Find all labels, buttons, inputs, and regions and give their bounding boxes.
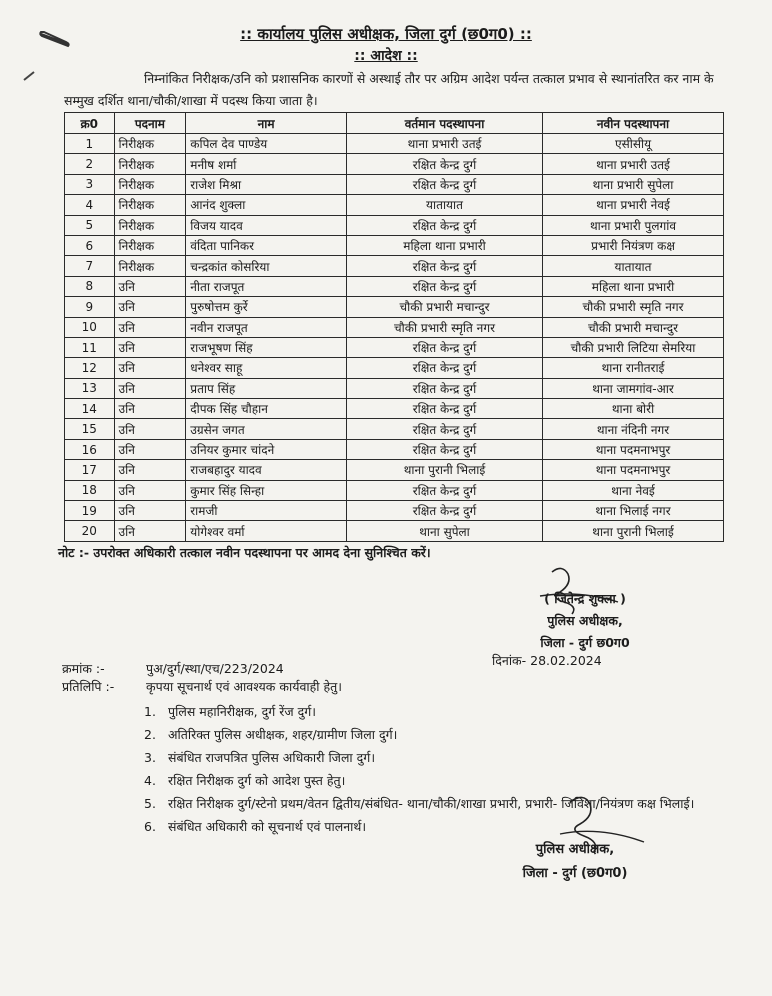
row-new-posting: चौकी प्रभारी मचान्दुर: [543, 317, 724, 337]
row-rank: उनि: [114, 480, 186, 500]
row-new-posting: थाना रानीतराई: [543, 358, 724, 378]
table-row: [65, 154, 724, 174]
signatory-2-block: [500, 838, 650, 886]
table-row: [65, 215, 724, 235]
table-row: [65, 256, 724, 276]
row-name: कपिल देव पाण्डेय: [186, 134, 347, 154]
row-sn: 6: [65, 235, 115, 255]
signatory-1-district: जिला - दुर्ग छ0ग0: [540, 635, 630, 650]
signatory-1-block: [505, 588, 665, 654]
row-new-posting: थाना नेवई: [543, 480, 724, 500]
table-row: [65, 399, 724, 419]
row-new-posting: थाना पदमनाभपुर: [543, 439, 724, 459]
row-current-posting: रक्षित केन्द्र दुर्ग: [346, 337, 542, 357]
row-current-posting: थाना प्रभारी उतई: [346, 134, 542, 154]
row-sn: 5: [65, 215, 115, 235]
row-sn: 10: [65, 317, 115, 337]
table-row: [65, 297, 724, 317]
signatory-2-district: जिला - दुर्ग (छ0ग0): [522, 866, 628, 881]
row-rank: निरीक्षक: [114, 154, 186, 174]
row-new-posting: महिला थाना प्रभारी: [543, 276, 724, 296]
row-current-posting: यातायात: [346, 195, 542, 215]
row-current-posting: रक्षित केन्द्र दुर्ग: [346, 276, 542, 296]
row-current-posting: रक्षित केन्द्र दुर्ग: [346, 439, 542, 459]
pratilipi-label: प्रतिलिपि :-: [62, 679, 115, 694]
transfer-table: [64, 112, 724, 542]
list-item-text: अतिरिक्त पुलिस अधीक्षक, शहर/ग्रामीण जिला दुर्ग।: [168, 727, 398, 742]
header-rank: पदनाम: [114, 113, 186, 134]
row-sn: 16: [65, 439, 115, 459]
row-sn: 1: [65, 134, 115, 154]
row-sn: 11: [65, 337, 115, 357]
row-rank: उनि: [114, 419, 186, 439]
row-new-posting: थाना प्रभारी नेवई: [543, 195, 724, 215]
row-name: राजभूषण सिंह: [186, 337, 347, 357]
list-item-number: 6.: [144, 819, 156, 834]
row-sn: 7: [65, 256, 115, 276]
row-new-posting: यातायात: [543, 256, 724, 276]
row-sn: 3: [65, 174, 115, 194]
row-new-posting: थाना नंदिनी नगर: [543, 419, 724, 439]
list-item: [144, 769, 704, 792]
row-name: उनियर कुमार चांदने: [186, 439, 347, 459]
row-sn: 15: [65, 419, 115, 439]
row-name: रामजी: [186, 501, 347, 521]
row-name: विजय यादव: [186, 215, 347, 235]
row-name: पुरुषोत्तम कुर्रे: [186, 297, 347, 317]
list-item: [144, 746, 704, 769]
row-rank: उनि: [114, 276, 186, 296]
office-title: :: कार्यालय पुलिस अधीक्षक, जिला दुर्ग (छ0ग0) ::: [240, 25, 532, 43]
row-sn: 20: [65, 521, 115, 541]
row-sn: 9: [65, 297, 115, 317]
row-name: प्रताप सिंह: [186, 378, 347, 398]
row-current-posting: रक्षित केन्द्र दुर्ग: [346, 256, 542, 276]
row-new-posting: थाना प्रभारी पुलगांव: [543, 215, 724, 235]
order-label: :: आदेश ::: [354, 48, 418, 64]
row-rank: उनि: [114, 358, 186, 378]
row-current-posting: रक्षित केन्द्र दुर्ग: [346, 378, 542, 398]
row-rank: उनि: [114, 317, 186, 337]
list-item: [144, 723, 704, 746]
table-row: [65, 276, 724, 296]
row-current-posting: चौकी प्रभारी स्मृति नगर: [346, 317, 542, 337]
row-rank: निरीक्षक: [114, 174, 186, 194]
row-sn: 13: [65, 378, 115, 398]
table-row: [65, 174, 724, 194]
row-sn: 14: [65, 399, 115, 419]
row-name: नीता राजपूत: [186, 276, 347, 296]
table-row: [65, 378, 724, 398]
table-row: [65, 460, 724, 480]
row-current-posting: रक्षित केन्द्र दुर्ग: [346, 154, 542, 174]
row-new-posting: चौकी प्रभारी लिटिया सेमरिया: [543, 337, 724, 357]
table-row: [65, 235, 724, 255]
signatory-1-designation: पुलिस अधीक्षक,: [547, 613, 623, 628]
signatory-1-name: ( जितेन्द्र शुक्ला ): [544, 591, 626, 606]
table-row: [65, 521, 724, 541]
row-rank: उनि: [114, 399, 186, 419]
row-new-posting: चौकी प्रभारी स्मृति नगर: [543, 297, 724, 317]
row-new-posting: थाना प्रभारी उतई: [543, 154, 724, 174]
row-new-posting: थाना पदमनाभपुर: [543, 460, 724, 480]
row-rank: उनि: [114, 378, 186, 398]
row-rank: निरीक्षक: [114, 215, 186, 235]
signatory-2-designation: पुलिस अधीक्षक,: [535, 842, 615, 857]
row-sn: 18: [65, 480, 115, 500]
row-current-posting: थाना पुरानी भिलाई: [346, 460, 542, 480]
table-row: [65, 439, 724, 459]
header-name: नाम: [186, 113, 347, 134]
table-row: [65, 134, 724, 154]
row-current-posting: रक्षित केन्द्र दुर्ग: [346, 399, 542, 419]
row-new-posting: एसीसीयू: [543, 134, 724, 154]
kramank-label: क्रमांक :-: [62, 661, 105, 676]
row-rank: निरीक्षक: [114, 195, 186, 215]
row-rank: निरीक्षक: [114, 256, 186, 276]
row-name: धनेश्वर साहू: [186, 358, 347, 378]
header-sn: क्र0: [65, 113, 115, 134]
row-rank: उनि: [114, 460, 186, 480]
header-current-posting: वर्तमान पदस्थापना: [346, 113, 542, 134]
list-item-text: रक्षित निरीक्षक दुर्ग/स्टेनो प्रथम/वेतन द्वितीय/संबंधित- थाना/चौकी/शाखा प्रभारी, प्रभारी- जिविशा/नियंत्रण कक्ष भिलाई।: [168, 796, 695, 811]
row-name: मनीष शर्मा: [186, 154, 347, 174]
row-current-posting: रक्षित केन्द्र दुर्ग: [346, 501, 542, 521]
row-current-posting: महिला थाना प्रभारी: [346, 235, 542, 255]
row-rank: उनि: [114, 439, 186, 459]
row-name: राजेश मिश्रा: [186, 174, 347, 194]
row-current-posting: रक्षित केन्द्र दुर्ग: [346, 174, 542, 194]
row-rank: उनि: [114, 501, 186, 521]
pen-mark-icon: [22, 70, 36, 82]
row-current-posting: रक्षित केन्द्र दुर्ग: [346, 215, 542, 235]
row-sn: 8: [65, 276, 115, 296]
row-name: कुमार सिंह सिन्हा: [186, 480, 347, 500]
row-name: नवीन राजपूत: [186, 317, 347, 337]
row-name: राजबहादुर यादव: [186, 460, 347, 480]
row-name: योगेश्वर वर्मा: [186, 521, 347, 541]
row-rank: उनि: [114, 297, 186, 317]
table-row: [65, 317, 724, 337]
table-header-row: [65, 113, 724, 134]
row-current-posting: थाना सुपेला: [346, 521, 542, 541]
list-item-number: 3.: [144, 750, 156, 765]
table-row: [65, 358, 724, 378]
row-sn: 17: [65, 460, 115, 480]
row-name: दीपक सिंह चौहान: [186, 399, 347, 419]
order-date: दिनांक- 28.02.2024: [492, 653, 602, 668]
row-name: आनंद शुक्ला: [186, 195, 347, 215]
table-row: [65, 337, 724, 357]
header-new-posting: नवीन पदस्थापना: [543, 113, 724, 134]
intro-paragraph: निम्नांकित निरीक्षक/उनि को प्रशासनिक कारणों से अस्थाई तौर पर अग्रिम आदेश पर्यन्त तत्काल प्रभाव से स्थानांतरित कर नाम के सम्मुख दर्शित थाना/चौकी/शाखा में पदस्थ किया जाता है।: [64, 71, 714, 108]
list-item-number: 4.: [144, 773, 156, 788]
row-new-posting: थाना बोरी: [543, 399, 724, 419]
row-sn: 2: [65, 154, 115, 174]
row-sn: 4: [65, 195, 115, 215]
row-rank: उनि: [114, 337, 186, 357]
list-item-text: पुलिस महानिरीक्षक, दुर्ग रेंज दुर्ग।: [168, 704, 317, 719]
list-item-number: 2.: [144, 727, 156, 742]
list-item: [144, 700, 704, 723]
list-item-number: 1.: [144, 704, 156, 719]
table-row: [65, 195, 724, 215]
pratilipi-intro: कृपया सूचनार्थ एवं आवश्यक कार्यवाही हेतु।: [146, 679, 343, 694]
row-new-posting: थाना पुरानी भिलाई: [543, 521, 724, 541]
row-current-posting: रक्षित केन्द्र दुर्ग: [346, 419, 542, 439]
table-row: [65, 480, 724, 500]
kramank-value: पुअ/दुर्ग/स्था/एच/223/2024: [146, 661, 284, 676]
row-sn: 12: [65, 358, 115, 378]
table-row: [65, 419, 724, 439]
list-item-text: रक्षित निरीक्षक दुर्ग को आदेश पुस्त हेतु।: [168, 773, 346, 788]
note-text: नोट :- उपरोक्त अधिकारी तत्काल नवीन पदस्थापना पर आमद देना सुनिश्चित करें।: [58, 545, 431, 560]
row-sn: 19: [65, 501, 115, 521]
row-current-posting: रक्षित केन्द्र दुर्ग: [346, 480, 542, 500]
row-name: चन्द्रकांत कोसरिया: [186, 256, 347, 276]
row-name: वंदिता पानिकर: [186, 235, 347, 255]
row-rank: निरीक्षक: [114, 235, 186, 255]
list-item-text: संबंधित राजपत्रित पुलिस अधिकारी जिला दुर्ग।: [168, 750, 376, 765]
table-row: [65, 501, 724, 521]
row-current-posting: चौकी प्रभारी मचान्दुर: [346, 297, 542, 317]
row-new-posting: थाना जामगांव-आर: [543, 378, 724, 398]
row-new-posting: थाना भिलाई नगर: [543, 501, 724, 521]
row-new-posting: प्रभारी नियंत्रण कक्ष: [543, 235, 724, 255]
list-item-text: संबंधित अधिकारी को सूचनार्थ एवं पालनार्थ।: [168, 819, 367, 834]
list-item-number: 5.: [144, 796, 156, 811]
row-rank: उनि: [114, 521, 186, 541]
row-rank: निरीक्षक: [114, 134, 186, 154]
row-current-posting: रक्षित केन्द्र दुर्ग: [346, 358, 542, 378]
row-new-posting: थाना प्रभारी सुपेला: [543, 174, 724, 194]
row-name: उग्रसेन जगत: [186, 419, 347, 439]
